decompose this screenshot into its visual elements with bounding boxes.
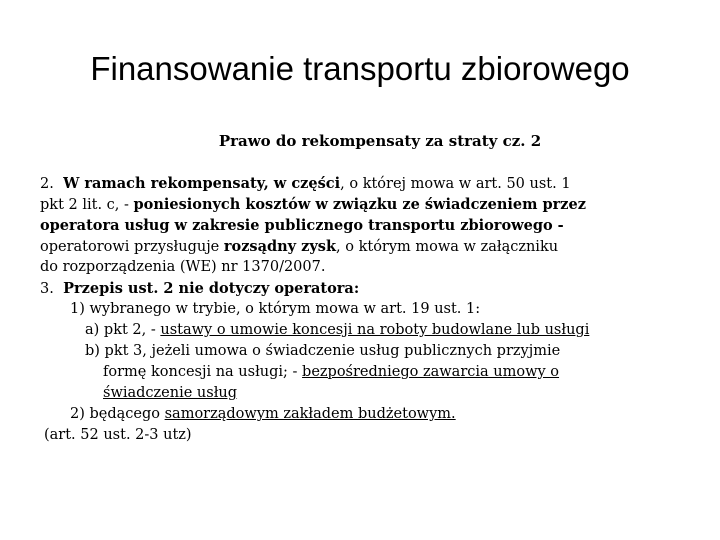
p3-item-2 <box>40 404 700 425</box>
p3-bold: Przepis ust. 2 nie dotyczy operatora: <box>63 280 360 297</box>
p3-item-1b-prefix: formę koncesji na usługi; - <box>103 364 303 380</box>
p3-item-1b-underlined-1: bezpośredniego zawarcia umowy o <box>302 364 560 380</box>
p2-bold-2: poniesionych kosztów w związku ze świadczeniem przez <box>133 196 586 213</box>
p2-bold-4: rozsądny zysk <box>223 238 337 255</box>
p2-line-5 <box>40 257 700 278</box>
p3-item-1-text: 1) wybranego w trybie, o którym mowa w art. 19 ust. 1: <box>70 301 481 317</box>
slide-subtitle <box>0 130 720 152</box>
p3-item-2-prefix: 2) będącego <box>70 406 165 422</box>
p3-item-1b-text-1: b) pkt 3, jeżeli umowa o świadczenie usług publicznych przyjmie <box>85 343 561 359</box>
slide-body <box>40 173 700 446</box>
p3-line-1 <box>40 278 700 299</box>
p3-item-1a-prefix: a) pkt 2, - <box>85 322 161 338</box>
p3-item-1b-line-3 <box>40 383 700 404</box>
p2-number: 2. <box>40 176 54 192</box>
p3-item-2-underlined: samorządowym zakładem budżetowym. <box>164 406 456 422</box>
p3-item-1b-line-2 <box>40 362 700 383</box>
citation <box>44 425 700 446</box>
p3-item-1b-line-1 <box>40 341 700 362</box>
p3-number: 3. <box>40 281 54 297</box>
p3-item-1a <box>40 320 700 341</box>
p2-bold-1: W ramach rekompensaty, w części <box>63 175 341 192</box>
p2-text-5: do rozporządzenia (WE) nr 1370/2007. <box>40 259 326 275</box>
p2-line-1 <box>40 173 700 194</box>
citation-text: (art. 52 ust. 2-3 utz) <box>44 427 192 443</box>
p3-item-1b-underlined-2: świadczenie usług <box>103 385 238 401</box>
p3-item-1 <box>40 299 700 320</box>
p2-text-3: operatorowi przysługuje <box>40 239 224 255</box>
p3-item-1a-underlined: ustawy o umowie koncesji na roboty budowlane lub usługi <box>160 322 590 338</box>
slide-title: Finansowanie transportu zbiorowego <box>90 50 630 87</box>
p2-line-2 <box>40 194 700 215</box>
p2-text-2: pkt 2 lit. c, - <box>40 197 134 213</box>
subtitle-text: Prawo do rekompensaty za straty cz. 2 <box>218 132 542 150</box>
p2-bold-3: operatora usług w zakresie publicznego transportu zbiorowego - <box>40 217 564 234</box>
p2-line-3 <box>40 215 700 236</box>
p2-text-4: , o którym mowa w załączniku <box>336 239 559 255</box>
p2-line-4 <box>40 236 700 257</box>
p2-text-1: , o której mowa w art. 50 ust. 1 <box>340 176 571 192</box>
